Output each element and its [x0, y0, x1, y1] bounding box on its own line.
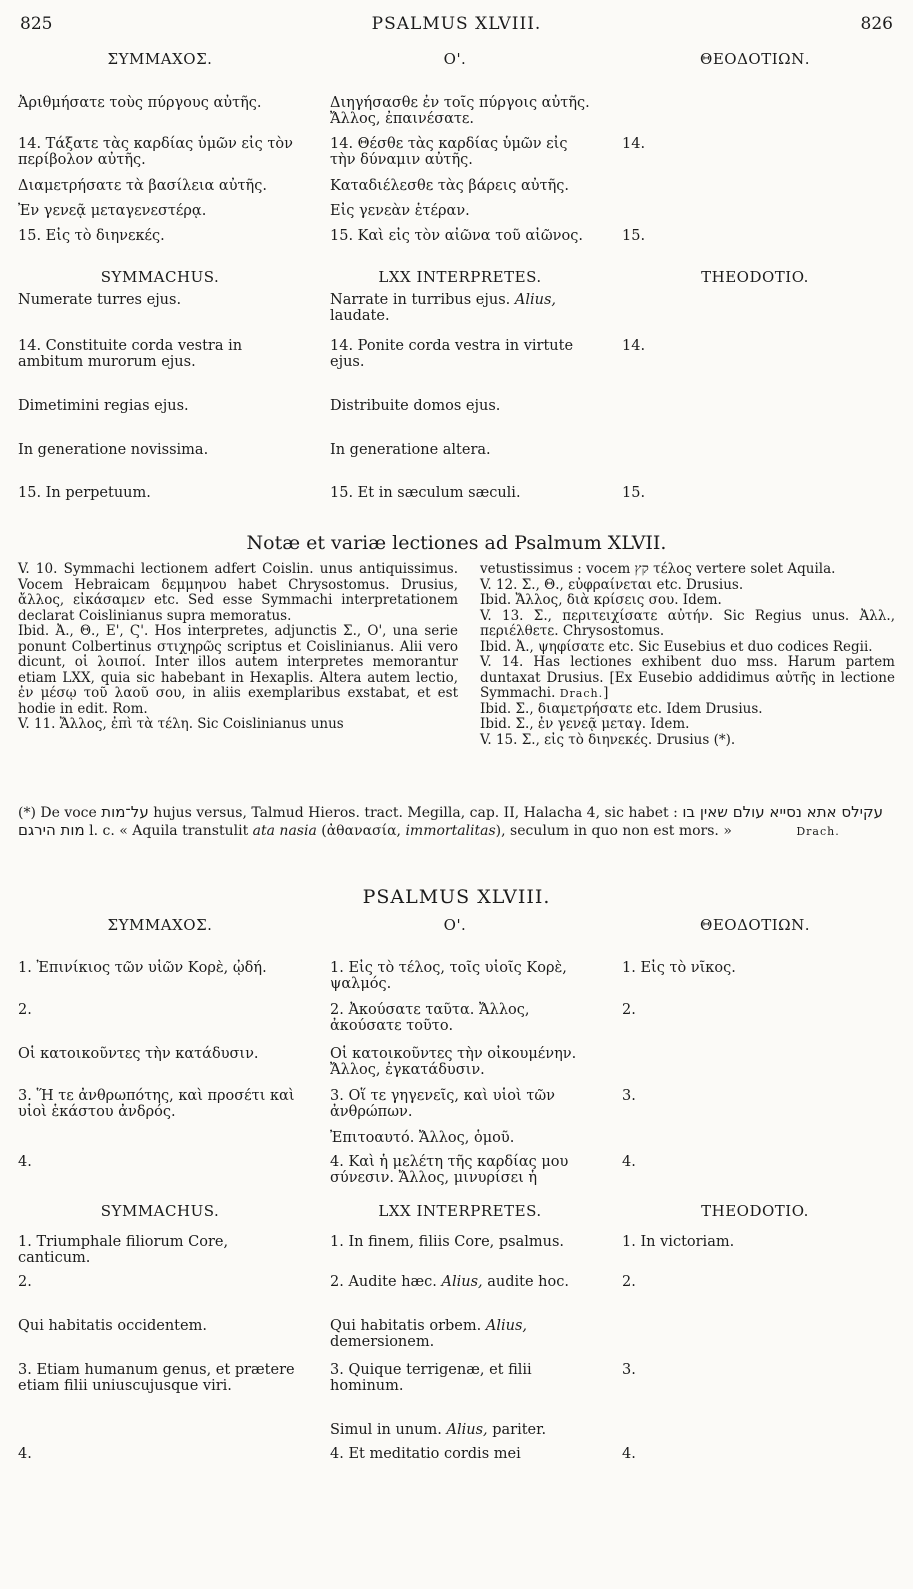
column-header-theodotion-greek: ΘΕΟΔΟΤΙΩΝ. [700, 50, 810, 68]
note-paragraph: V. 14. Has lectiones exhibent duo mss. Harum partem duntaxat Drusius. [Ex Eusebio addidimus αὐτῆς in lectione Symmachi. Drach.] [480, 654, 895, 701]
symmachus-text: 4. [18, 1154, 32, 1170]
lxx-text: 3. Quique terrigenæ, et filii hominum. [330, 1362, 532, 1394]
page-number-right: 826 [860, 14, 893, 34]
lxx-text: 15. Καὶ εἰς τὸν αἰῶνα τοῦ αἰῶνος. [330, 228, 583, 244]
lxx-text: Καταδιέλεσθε τὰς βάρεις αὐτῆς. [330, 178, 570, 194]
column-header-lxx-greek: Ο'. [443, 916, 467, 934]
note-paragraph: V. 11. Ἄλλος, ἐπὶ τὰ τέλη. Sic Coislinianus unus [18, 716, 344, 732]
lxx-text: 3. Οἵ τε γηγενεῖς, καὶ υἱοὶ τῶν ἀνθρώπων. [330, 1088, 555, 1120]
theodotion-text: 3. [622, 1362, 636, 1378]
lxx-text: 4. Καὶ ἡ μελέτη τῆς καρδίας μου σύνεσιν. Ἄλλος, μινυρίσει ἡ [330, 1154, 569, 1186]
column-header-lxx-greek: Ο'. [443, 50, 467, 68]
column-header-lxx-latin: LXX INTERPRETES. [378, 268, 542, 286]
note-paragraph: V. 13. Σ., περιτειχίσατε αὐτήν. Sic Regius unus. Ἀλλ., περιέλθετε. Chrysostomus. [480, 607, 895, 639]
lxx-text: Distribuite domos ejus. [330, 398, 501, 414]
symmachus-text: Διαμετρήσατε τὰ βασίλεια αὐτῆς. [18, 178, 267, 194]
note-paragraph: vetustissimus : vocem קץ τέλος vertere solet Aquila. [480, 561, 836, 577]
lxx-text: 1. Εἰς τὸ τέλος, τοῖς υἱοῖς Κορὲ, ψαλμός. [330, 960, 567, 992]
note-paragraph: Ibid. Σ., διαμετρήσατε etc. Idem Drusius. [480, 700, 763, 717]
lxx-text: Διηγήσασθε ἐν τοῖς πύργοις αὐτῆς. Ἄλλος, ἐπαινέσατε. [330, 95, 590, 127]
lxx-text: Narrate in turribus ejus. Alius, laudate. [330, 292, 556, 324]
page-number-left: 825 [20, 14, 53, 34]
drach-abbrev: Drach. [559, 687, 604, 700]
notes-heading: Notæ et variæ lectiones ad Psalmum XLVII. [246, 532, 667, 554]
hebrew-word: על־מות [101, 803, 149, 821]
note-paragraph: V. 15. Σ., εἰς τὸ διηνεκές. Drusius (*). [480, 731, 736, 748]
symmachus-text: Numerate turres ejus. [18, 292, 182, 308]
note-paragraph: Ibid. Ἀ., Θ., Ε', Ϛ'. Hos interpretes, adjunctis Σ., Ο', una serie ponunt Colbertinus στιχηρῶς scriptus et Coislinianus. Alii vero dicunt, οἱ λοιποί. Inter illos autem interpretes memorantur etiam LXX, quia sic habebant in Hexaplis. Altera autem lectio, ἐν μέσῳ τοῦ λαοῦ σου, in aliis exemplaribus exstabat, et est hodie in edit. Rom. [18, 623, 458, 717]
column-header-lxx-latin: LXX INTERPRETES. [378, 1202, 542, 1220]
symmachus-text: 3. Ἥ τε ἀνθρωπότης, καὶ προσέτι καὶ υἱοὶ ἑκάστου ἀνδρός. [18, 1088, 295, 1120]
lxx-text: 2. Audite hæc. Alius, audite hoc. [330, 1274, 569, 1290]
theodotion-text: 2. [622, 1274, 636, 1290]
note-paragraph: V. 12. Σ., Θ., εὐφραίνεται etc. Drusius. [480, 576, 744, 593]
symmachus-text: 1. Triumphale filiorum Core, canticum. [18, 1234, 229, 1266]
lxx-text: Οἱ κατοικοῦντες τὴν οἰκουμένην. Ἄλλος, ἐγκατάδυσιν. [330, 1046, 577, 1078]
symmachus-text: 1. Ἐπινίκιος τῶν υἱῶν Κορὲ, ᾠδή. [18, 960, 267, 976]
lxx-text: 15. Et in sæculum sæculi. [330, 485, 521, 501]
symmachus-text: 15. In perpetuum. [18, 485, 151, 501]
symmachus-text: 2. [18, 1274, 32, 1290]
symmachus-text: Οἱ κατοικοῦντες τὴν κατάδυσιν. [18, 1046, 259, 1062]
note-paragraph: Ibid. Ἀ., ψηφίσατε etc. Sic Eusebius et duo codices Regii. [480, 638, 873, 655]
lxx-text: Ἐπιτοαυτό. Ἄλλος, ὁμοῦ. [330, 1130, 515, 1146]
running-title: PSALMUS XLVIII. [371, 14, 542, 34]
theodotion-text: 15. [622, 485, 646, 501]
symmachus-text: 14. Constituite corda vestra in ambitum murorum ejus. [18, 338, 243, 370]
theodotion-text: 1. In victoriam. [622, 1234, 735, 1250]
theodotion-text: 4. [622, 1446, 636, 1462]
column-header-theodotion-latin: THEODOTIO. [701, 268, 809, 286]
lxx-text: 1. In finem, filiis Core, psalmus. [330, 1234, 565, 1250]
hebrew-quote: עקילס אתא נסייא עולם שאין בו מות הירגם [18, 803, 883, 839]
note-paragraph: V. 10. Symmachi lectionem adfert Coislin. unus antiquissimus. Vocem Hebraicam δεμμηνου habet Chrysostomus. Drusius, ἄλλος, εἰκάσαμεν etc. Sed esse Symmachi interpretationem declarat Coislinianus supra memoratus. [18, 561, 458, 624]
column-header-theodotion-greek: ΘΕΟΔΟΤΙΩΝ. [700, 916, 810, 934]
symmachus-text: Ἐν γενεᾷ μεταγενεστέρᾳ. [18, 203, 207, 219]
lxx-text: 2. Ἀκούσατε ταῦτα. Ἄλλος, ἀκούσατε τοῦτο. [330, 1002, 530, 1034]
theodotion-text: 1. Εἰς τὸ νῖκος. [622, 960, 736, 976]
symmachus-text: 15. Εἰς τὸ διηνεκές. [18, 228, 165, 244]
theodotion-text: 15. [622, 228, 646, 244]
column-header-symmachus-latin: SYMMACHUS. [100, 268, 220, 286]
footnote: (*) De voce על־מות hujus versus, Talmud Hieros. tract. Megilla, cap. II, Halacha 4, sic habet : עקילס אתא נסייא עולם שאין בו מות הירגם l. c. « Aquila transtulit ata nasia (ἀθανασία, immortalitas), seculum in quo non est mors. » Drach. [18, 803, 883, 839]
column-header-symmachus-latin: SYMMACHUS. [100, 1202, 220, 1220]
note-paragraph: Ibid. Ἄλλος, διὰ κρίσεις σου. Idem. [480, 592, 722, 608]
column-header-theodotion-latin: THEODOTIO. [701, 1202, 809, 1220]
footnote-signature: Drach. [796, 825, 840, 838]
theodotion-text: 14. [622, 338, 646, 354]
symmachus-text: In generatione novissima. [18, 442, 209, 458]
column-header-symmachus-greek: ΣΥΜΜΑΧΟΣ. [107, 50, 213, 68]
lxx-text: 14. Ponite corda vestra in virtute ejus. [330, 338, 574, 370]
lxx-text: Simul in unum. Alius, pariter. [330, 1422, 547, 1438]
symmachus-text: 3. Etiam humanum genus, et prætere etiam filii uniuscujusque viri. [18, 1362, 295, 1394]
theodotion-text: 4. [622, 1154, 636, 1170]
symmachus-text: Ἀριθμήσατε τοὺς πύργους αὐτῆς. [18, 95, 262, 111]
symmachus-text: 4. [18, 1446, 32, 1462]
lxx-text: Qui habitatis orbem. Alius, demersionem. [330, 1318, 527, 1350]
note-paragraph: Ibid. Σ., ἐν γενεᾷ μεταγ. Idem. [480, 716, 690, 732]
symmachus-text: 14. Τάξατε τὰς καρδίας ὑμῶν εἰς τὸν περίβολον αὐτῆς. [18, 136, 293, 168]
column-header-symmachus-greek: ΣΥΜΜΑΧΟΣ. [107, 916, 213, 934]
notes-column-right [480, 562, 895, 748]
psalm-title: PSALMUS XLVIII. [362, 886, 551, 908]
lxx-text: 14. Θέσθε τὰς καρδίας ὑμῶν εἰς τὴν δύναμιν αὐτῆς. [330, 136, 568, 168]
symmachus-text: 2. [18, 1002, 32, 1018]
symmachus-text: Dimetimini regias ejus. [18, 398, 189, 414]
theodotion-text: 2. [622, 1002, 636, 1018]
lxx-text: 4. Et meditatio cordis mei [330, 1446, 521, 1462]
lxx-text: Εἰς γενεὰν ἑτέραν. [330, 203, 470, 219]
theodotion-text: 14. [622, 136, 646, 152]
lxx-text: In generatione altera. [330, 442, 491, 458]
theodotion-text: 3. [622, 1088, 636, 1104]
symmachus-text: Qui habitatis occidentem. [18, 1318, 207, 1334]
notes-column-left [18, 562, 458, 733]
